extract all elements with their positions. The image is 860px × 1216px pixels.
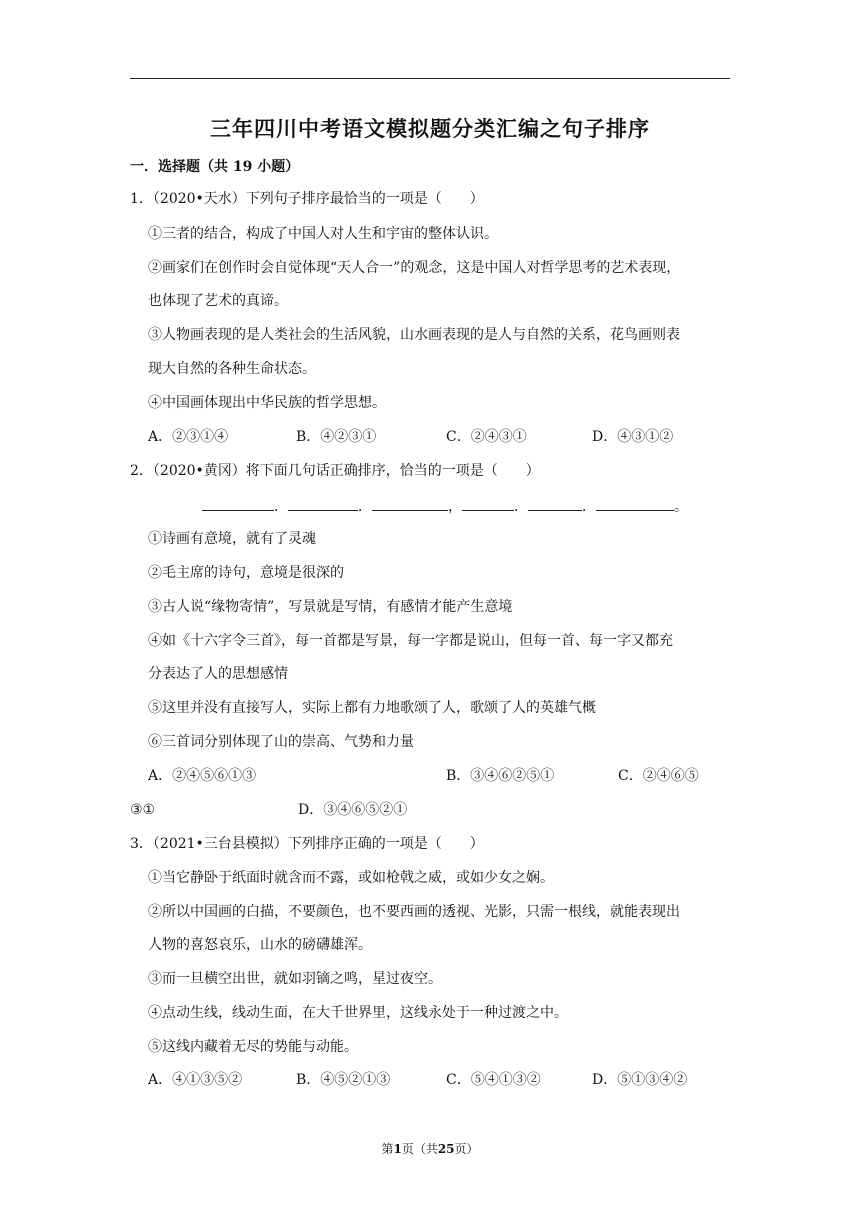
footer-prefix: 第 <box>381 1142 394 1156</box>
blank-end: 。 <box>674 499 688 515</box>
q3-sentence-2-continued: 人物的喜怒哀乐，山水的磅礴雄浑。 <box>148 937 372 953</box>
q3-option-b[interactable]: B．④⑤②①③ <box>296 1072 391 1088</box>
blank-separator: ， <box>448 499 462 515</box>
page-total: 25 <box>437 1142 455 1156</box>
q1-sentence-1: ①三者的结合，构成了中国人对人生和宇宙的整体认识。 <box>148 226 498 242</box>
section-heading: 一．选择题（共 19 小题） <box>130 159 300 175</box>
question-2-stem: 2．（2020•黄冈）将下面几句话正确排序，恰当的一项是（ ） <box>130 463 540 479</box>
q2-sentence-1: ①诗画有意境，就有了灵魂 <box>148 531 316 547</box>
q1-sentence-3: ③人物画表现的是人类社会的生活风貌，山水画表现的是人与自然的关系，花鸟画则表 <box>148 327 680 343</box>
blank-6[interactable] <box>596 496 674 511</box>
q3-option-d[interactable]: D．⑤①③④② <box>592 1072 688 1088</box>
q1-sentence-3-continued: 现大自然的各种生命状态。 <box>148 361 316 377</box>
q1-sentence-4: ④中国画体现出中华民族的哲学思想。 <box>148 395 386 411</box>
q3-sentence-2: ②所以中国画的白描，不要颜色，也不要西画的透视、光影，只需一根线，就能表现出 <box>148 904 680 920</box>
q3-option-a[interactable]: A．④①③⑤② <box>148 1072 243 1088</box>
q1-option-a[interactable]: A．②③①④ <box>148 429 229 445</box>
q1-sentence-2-continued: 也体现了艺术的真谛。 <box>148 293 288 309</box>
q2-sentence-2: ②毛主席的诗句，意境是很深的 <box>148 565 344 581</box>
page-number: 1 <box>393 1142 402 1156</box>
answer-blanks <box>202 496 688 516</box>
q2-sentence-3: ③古人说“缘物寄情”，写景就是写情，有感情才能产生意境 <box>148 599 513 615</box>
blank-4[interactable] <box>462 496 514 511</box>
q1-sentence-2: ②画家们在创作时会自觉体现“天人合一”的观念，这是中国人对哲学思考的艺术表现， <box>148 260 681 276</box>
q2-option-c-continued[interactable]: ③① <box>130 802 156 818</box>
q3-sentence-5: ⑤这线内藏着无尽的势能与动能。 <box>148 1039 358 1055</box>
q1-option-d[interactable]: D．④③①② <box>592 429 674 445</box>
q2-sentence-6: ⑥三首词分别体现了山的崇高、气势和力量 <box>148 734 414 750</box>
q2-sentence-4-continued: 分表达了人的思想感情 <box>148 666 288 682</box>
q3-sentence-1: ①当它静卧于纸面时就含而不露，或如枪戟之威，或如少女之娴。 <box>148 870 554 886</box>
footer-suffix: 页） <box>454 1142 479 1156</box>
blank-separator: ． <box>582 499 596 515</box>
blank-1[interactable] <box>202 496 274 511</box>
q2-option-a[interactable]: A．②④⑤⑥①③ <box>148 768 257 784</box>
q1-option-b[interactable]: B．④②③① <box>296 429 377 445</box>
q2-option-d[interactable]: D．③④⑥⑤②① <box>298 802 408 818</box>
blank-3[interactable] <box>372 496 448 511</box>
q1-option-c[interactable]: C．②④③① <box>446 429 527 445</box>
document-title: 三年四川中考语文模拟题分类汇编之句子排序 <box>210 116 650 141</box>
q2-option-c[interactable]: C．②④⑥⑤ <box>618 768 699 784</box>
q3-sentence-3: ③而一旦横空出世，就如羽镝之鸣，星过夜空。 <box>148 971 442 987</box>
blank-separator: ． <box>274 499 288 515</box>
blank-separator: ． <box>514 499 528 515</box>
blank-5[interactable] <box>528 496 582 511</box>
blank-2[interactable] <box>288 496 358 511</box>
question-1-stem: 1．（2020•天水）下列句子排序最恰当的一项是（ ） <box>130 191 484 207</box>
q2-sentence-4: ④如《十六字令三首》，每一首都是写景，每一字都是说山，但每一首、每一字又都充 <box>148 633 673 649</box>
question-3-stem: 3．（2021•三台县模拟）下列排序正确的一项是（ ） <box>130 836 484 852</box>
blank-separator: ． <box>358 499 372 515</box>
q2-option-b[interactable]: B．③④⑥②⑤① <box>446 768 555 784</box>
q3-sentence-4: ④点动生线，线动生面，在大千世界里，这线永处于一种过渡之中。 <box>148 1005 568 1021</box>
footer-middle: 页（共 <box>401 1142 438 1156</box>
page-footer <box>0 1140 860 1157</box>
header-rule <box>130 78 730 79</box>
q2-sentence-5: ⑤这里并没有直接写人，实际上都有力地歌颂了人，歌颂了人的英雄气概 <box>148 700 596 716</box>
q3-option-c[interactable]: C．⑤④①③② <box>446 1072 541 1088</box>
